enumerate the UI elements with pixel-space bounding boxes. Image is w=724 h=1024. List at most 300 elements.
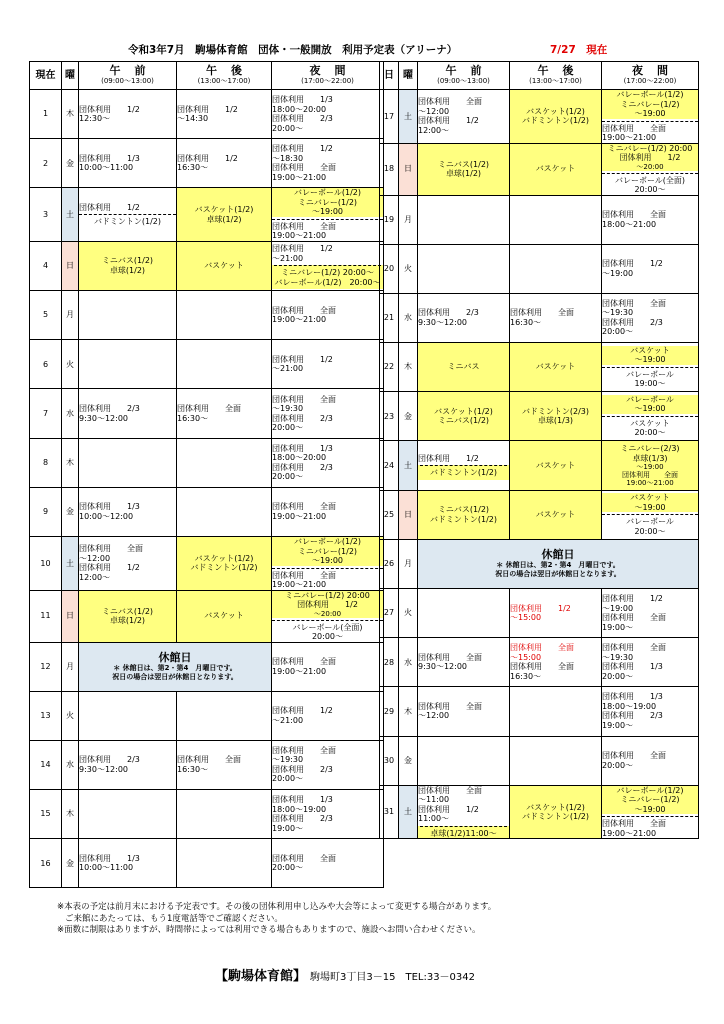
cell-sub-block bbox=[602, 173, 698, 195]
cell-line: ～12:00 bbox=[418, 711, 450, 721]
cell-line: 団体利用 1/2 bbox=[79, 563, 140, 573]
cell-sub-block bbox=[602, 367, 698, 389]
day-number: 19 bbox=[380, 195, 399, 244]
cell-line: 16:30～ bbox=[177, 413, 209, 423]
closed-day-notice bbox=[79, 642, 272, 691]
day-of-week: 木 bbox=[62, 90, 79, 139]
cell-line: 団体利用 1/2 bbox=[177, 104, 238, 114]
day-of-week: 土 bbox=[399, 785, 418, 839]
schedule-row bbox=[380, 195, 699, 244]
morning-cell bbox=[418, 244, 510, 293]
cell-line: 20:00～ bbox=[602, 327, 634, 337]
night-cell bbox=[602, 392, 699, 441]
cell-line: 団体利用 1/3 bbox=[272, 795, 333, 805]
cell-line: ～19:00 bbox=[311, 207, 344, 217]
facility-footer bbox=[215, 965, 475, 984]
cell-line: バレーボール(1/2) bbox=[294, 537, 361, 546]
cell-line: ミニバレー(2/3) bbox=[620, 444, 680, 454]
afternoon-cell bbox=[510, 293, 602, 342]
cell-line: 団体利用 1/3 bbox=[602, 692, 663, 702]
cell-line: バスケット(1/2) bbox=[526, 802, 585, 812]
cell-sub-block bbox=[272, 219, 383, 241]
cell-line: バレーボール(1/2) bbox=[616, 785, 684, 795]
cell-line: ～21:00 bbox=[272, 715, 304, 725]
afternoon-cell bbox=[177, 389, 272, 438]
cell-line: 団体利用 全面 bbox=[272, 657, 336, 667]
day-number: 27 bbox=[380, 589, 399, 638]
morning-cell bbox=[418, 589, 510, 638]
schedule-row bbox=[380, 143, 699, 195]
cell-line: ミニバス(1/2) bbox=[437, 416, 490, 426]
cell-line: 卓球(1/2)11:00～ bbox=[430, 828, 497, 838]
night-cell bbox=[272, 642, 384, 691]
cell-line: ミニバス(1/2) bbox=[101, 256, 154, 266]
cell-line: 20:00～ bbox=[272, 863, 304, 873]
cell-line: バドミントン(1/2) bbox=[430, 468, 497, 478]
schedule-row bbox=[380, 785, 699, 839]
day-of-week: 土 bbox=[399, 441, 418, 490]
cell-line: 16:30～ bbox=[177, 764, 209, 774]
day-of-week: 火 bbox=[399, 589, 418, 638]
cell-line: 団体利用 全面 bbox=[418, 652, 482, 662]
cell-line: 19:00～ bbox=[634, 379, 666, 389]
notes bbox=[57, 902, 496, 937]
morning-cell bbox=[79, 790, 177, 839]
cell-line: 団体利用 1/2 bbox=[418, 116, 479, 126]
cell-line: 団体利用 全面 bbox=[418, 97, 482, 107]
cell-line: 団体利用 1/2 bbox=[510, 603, 571, 613]
night-cell bbox=[272, 139, 384, 188]
cell-line: 19:00～ bbox=[272, 823, 304, 833]
cell-line: 19:00～ bbox=[602, 622, 634, 632]
cell-line: 団体利用 2/3 bbox=[602, 711, 663, 721]
night-cell bbox=[602, 244, 699, 293]
cell-line: 20:00～ bbox=[634, 185, 666, 194]
cell-line: 20:00～ bbox=[272, 472, 304, 482]
cell-line: バレーボール bbox=[626, 369, 674, 379]
cell-line: ～19:30 bbox=[602, 308, 634, 318]
schedule-row bbox=[30, 291, 384, 340]
night-cell bbox=[602, 441, 699, 490]
day-of-week: 金 bbox=[62, 839, 79, 888]
morning-cell bbox=[79, 537, 177, 591]
morning-cell bbox=[418, 785, 510, 839]
night-cell bbox=[602, 90, 699, 144]
day-number: 9 bbox=[30, 487, 62, 536]
cell-line: 団体利用 全面 bbox=[272, 305, 336, 315]
facility-name: 【駒場体育館】 bbox=[215, 969, 307, 984]
day-number: 5 bbox=[30, 291, 62, 340]
cell-line: ～12:00 bbox=[79, 553, 111, 563]
cell-line: ～19:00 bbox=[311, 556, 344, 565]
cell-sub-block bbox=[602, 514, 698, 536]
cell-line: 団体利用 2/3 bbox=[79, 404, 140, 414]
cell-line: 19:00～21:00 bbox=[272, 666, 327, 676]
night-cell bbox=[272, 241, 384, 290]
schedule-row bbox=[30, 691, 384, 740]
afternoon-cell bbox=[177, 188, 272, 242]
cell-line: 団体利用 2/3 bbox=[272, 814, 333, 824]
afternoon-cell bbox=[177, 291, 272, 340]
header-morning: 午前 (09:00～13:00) bbox=[79, 62, 177, 90]
cell-line: ～21:00 bbox=[272, 253, 304, 263]
day-number: 22 bbox=[380, 343, 399, 392]
cell-line: バスケット bbox=[204, 261, 244, 271]
cell-sub-block bbox=[602, 416, 698, 438]
cell-sub-block bbox=[272, 265, 384, 289]
cell-line: 16:30～ bbox=[510, 671, 542, 681]
morning-cell bbox=[418, 143, 510, 195]
cell-line: 団体利用 全面 bbox=[418, 785, 482, 795]
cell-line: 団体利用 2/3 bbox=[418, 308, 479, 318]
schedule-row bbox=[380, 441, 699, 490]
day-of-week: 日 bbox=[399, 490, 418, 539]
night-cell bbox=[272, 90, 384, 139]
morning-cell bbox=[79, 139, 177, 188]
cell-line: ミニバス(1/2) bbox=[437, 505, 490, 515]
cell-line: 18:00～19:00 bbox=[272, 804, 327, 814]
day-number: 7 bbox=[30, 389, 62, 438]
schedule-row bbox=[380, 539, 699, 588]
as-of-date: 7/27 現在 bbox=[550, 44, 608, 56]
cell-sub-block bbox=[602, 121, 698, 143]
cell-line: 19:00～21:00 bbox=[602, 828, 657, 838]
schedule-row bbox=[30, 389, 384, 438]
cell-line: 卓球(1/2) bbox=[109, 265, 146, 275]
cell-line: 団体利用 全面 bbox=[272, 163, 336, 173]
cell-line: バレーボール(1/2) bbox=[616, 90, 684, 99]
day-of-week: 月 bbox=[62, 291, 79, 340]
cell-line: バレーボール(1/2) 20:00～ bbox=[274, 277, 381, 287]
night-cell bbox=[602, 293, 699, 342]
afternoon-cell bbox=[177, 241, 272, 290]
cell-line: 19:00～21:00 bbox=[272, 511, 327, 521]
cell-line: 団体利用 全面 bbox=[602, 613, 666, 623]
afternoon-cell bbox=[510, 687, 602, 736]
cell-line: 団体利用 1/2 bbox=[79, 104, 140, 114]
schedule-row bbox=[380, 392, 699, 441]
cell-line: 団体利用 1/2 bbox=[272, 144, 333, 154]
day-number: 18 bbox=[380, 143, 399, 195]
afternoon-cell bbox=[510, 441, 602, 490]
schedule-row bbox=[30, 139, 384, 188]
cell-line: ～19:30 bbox=[602, 652, 634, 662]
morning-cell bbox=[418, 638, 510, 687]
cell-line: ～19:00 bbox=[634, 404, 666, 414]
cell-line: バドミントン(1/2) bbox=[190, 563, 258, 573]
night-cell bbox=[272, 790, 384, 839]
morning-cell bbox=[418, 293, 510, 342]
cell-line: 団体利用 1/2 bbox=[418, 453, 479, 463]
night-cell bbox=[272, 188, 384, 242]
morning-cell bbox=[79, 487, 177, 536]
day-number: 23 bbox=[380, 392, 399, 441]
cell-line: バスケット bbox=[535, 362, 576, 372]
afternoon-cell bbox=[510, 392, 602, 441]
cell-line: ミニバス(1/2) bbox=[437, 159, 490, 169]
afternoon-cell bbox=[177, 139, 272, 188]
day-number: 29 bbox=[380, 687, 399, 736]
cell-line: 19:00～21:00 bbox=[272, 315, 327, 325]
cell-line: 団体利用 1/2 bbox=[272, 354, 333, 364]
schedule-row bbox=[380, 736, 699, 785]
cell-sub-block bbox=[79, 214, 176, 227]
afternoon-cell bbox=[510, 343, 602, 392]
cell-line: 団体利用 1/3 bbox=[79, 153, 140, 163]
schedule-row bbox=[30, 340, 384, 389]
cell-line: バドミントン(1/2) bbox=[94, 217, 161, 227]
morning-cell bbox=[79, 740, 177, 789]
morning-cell bbox=[79, 90, 177, 139]
cell-line: ～19:00 bbox=[602, 268, 634, 278]
cell-line: 団体利用 全面 bbox=[177, 404, 241, 414]
night-cell bbox=[272, 291, 384, 340]
cell-line: ～19:30 bbox=[272, 404, 304, 414]
cell-line: ～19:00 bbox=[602, 603, 634, 613]
cell-line: ミニバレー(1/2) bbox=[620, 795, 680, 805]
night-cell bbox=[272, 537, 384, 591]
cell-line: 団体利用 全面 bbox=[272, 221, 336, 231]
note-line: ※本表の予定は前月末における予定表です。その後の団体利用申し込みや大会等によって変更する場合があります。 bbox=[57, 902, 497, 912]
day-number: 24 bbox=[380, 441, 399, 490]
cell-line: 団体利用 1/3 bbox=[602, 662, 663, 672]
cell-line: 団体利用 1/3 bbox=[272, 443, 333, 453]
schedule-row bbox=[380, 490, 699, 539]
cell-line: 団体利用 1/2 bbox=[619, 153, 681, 162]
day-of-week: 木 bbox=[62, 790, 79, 839]
cell-line: 10:00～12:00 bbox=[79, 511, 134, 521]
cell-line: ～15:00 bbox=[510, 652, 542, 662]
header-dow-2: 曜 bbox=[399, 62, 418, 90]
cell-line: 18:00～20:00 bbox=[272, 453, 327, 463]
morning-cell bbox=[79, 291, 177, 340]
schedule-row bbox=[380, 638, 699, 687]
night-cell bbox=[602, 589, 699, 638]
cell-sub-block bbox=[272, 620, 383, 642]
day-number: 2 bbox=[30, 139, 62, 188]
cell-line: 団体利用 1/2 bbox=[177, 153, 238, 163]
cell-line: 19:00～21:00 bbox=[272, 231, 327, 241]
cell-line: 団体利用 全面 bbox=[602, 298, 666, 308]
afternoon-cell bbox=[510, 589, 602, 638]
day-number: 4 bbox=[30, 241, 62, 290]
cell-line: バスケット bbox=[535, 509, 576, 519]
afternoon-cell bbox=[510, 143, 602, 195]
morning-cell bbox=[418, 736, 510, 785]
cell-sub-block bbox=[418, 465, 510, 480]
cell-line: 団体利用 全面 bbox=[79, 544, 143, 554]
cell-line: 団体利用 2/3 bbox=[272, 462, 333, 472]
cell-line: 団体利用 全面 bbox=[602, 819, 666, 829]
cell-line: バレーボール bbox=[626, 394, 674, 404]
day-number: 8 bbox=[30, 438, 62, 487]
schedule-row bbox=[30, 188, 384, 242]
cell-line: 団体利用 全面 bbox=[602, 751, 666, 761]
afternoon-cell bbox=[510, 244, 602, 293]
cell-line: 団体利用 1/2 bbox=[602, 259, 663, 269]
cell-line: ～19:00 bbox=[634, 355, 666, 365]
day-number: 26 bbox=[380, 539, 399, 588]
afternoon-cell bbox=[177, 691, 272, 740]
cell-line: 20:00～ bbox=[272, 774, 304, 784]
header-morning-2: 午前 (09:00～13:00) bbox=[418, 62, 510, 90]
night-cell bbox=[272, 590, 384, 642]
cell-line: バスケット(1/2) bbox=[194, 205, 254, 215]
cell-line: 団体利用 1/3 bbox=[272, 95, 333, 105]
day-number: 21 bbox=[380, 293, 399, 342]
afternoon-cell bbox=[177, 340, 272, 389]
cell-line: ミニバレー(1/2) 20:00 bbox=[607, 143, 693, 153]
cell-line: 団体利用 2/3 bbox=[602, 317, 663, 327]
night-cell bbox=[602, 638, 699, 687]
afternoon-cell bbox=[510, 195, 602, 244]
cell-line: 卓球(1/2) bbox=[445, 169, 482, 178]
night-cell bbox=[272, 340, 384, 389]
schedule-row bbox=[30, 839, 384, 888]
day-of-week: 金 bbox=[399, 392, 418, 441]
cell-line: ～19:00 bbox=[634, 502, 666, 512]
cell-line: 団体利用 2/3 bbox=[272, 114, 333, 124]
cell-line: ミニバレー(1/2) bbox=[297, 546, 358, 556]
note-line: ご来館にあたっては、もう1度電話等でご確認ください。 bbox=[65, 913, 283, 924]
afternoon-cell bbox=[177, 487, 272, 536]
cell-line: 10:00～11:00 bbox=[79, 863, 134, 873]
cell-line: 18:00～19:00 bbox=[602, 701, 657, 711]
cell-line: バスケット bbox=[204, 611, 244, 621]
cell-line: バレーボール(全面) bbox=[614, 175, 686, 185]
cell-line: ～18:30 bbox=[272, 153, 304, 163]
cell-line: 19:00～21:00 bbox=[272, 580, 327, 589]
morning-cell bbox=[79, 389, 177, 438]
night-cell bbox=[272, 691, 384, 740]
schedule-row bbox=[30, 438, 384, 487]
cell-line: バスケット bbox=[630, 418, 670, 428]
cell-line: 団体利用 全面 bbox=[272, 570, 336, 580]
day-of-week: 火 bbox=[399, 244, 418, 293]
day-number: 14 bbox=[30, 740, 62, 789]
cell-line: 9:30～12:00 bbox=[79, 764, 129, 774]
afternoon-cell bbox=[177, 590, 272, 642]
night-cell bbox=[272, 389, 384, 438]
cell-line: 20:00～ bbox=[634, 428, 666, 438]
cell-line: 団体利用 1/3 bbox=[79, 502, 140, 512]
afternoon-cell bbox=[177, 90, 272, 139]
header-afternoon-2: 午後 (13:00～17:00) bbox=[510, 62, 602, 90]
cell-line: 団体利用 全面 bbox=[602, 123, 666, 133]
closed-note1: ＊ 休館日は、第2・第4 月曜日です。 bbox=[113, 664, 237, 673]
schedule-row bbox=[30, 642, 384, 691]
afternoon-cell bbox=[177, 740, 272, 789]
cell-line: 団体利用 1/2 bbox=[79, 202, 140, 212]
cell-line: 20:00～ bbox=[602, 760, 634, 770]
cell-line: 19:00～21:00 bbox=[602, 133, 657, 142]
cell-line: 19:00～ bbox=[602, 720, 634, 730]
schedule-row bbox=[380, 589, 699, 638]
afternoon-cell bbox=[510, 638, 602, 687]
cell-line: バレーボール bbox=[626, 517, 674, 527]
afternoon-cell bbox=[177, 839, 272, 888]
cell-line: ミニバス bbox=[447, 362, 480, 372]
closed-note1: ＊ 休館日は、第2・第4 月曜日です。 bbox=[496, 561, 620, 570]
schedule-row bbox=[380, 244, 699, 293]
day-of-week: 火 bbox=[62, 340, 79, 389]
cell-line: ミニバス(1/2) bbox=[101, 606, 154, 616]
morning-cell bbox=[418, 195, 510, 244]
day-number: 10 bbox=[30, 537, 62, 591]
header-date-2: 日 bbox=[380, 62, 399, 90]
cell-line: 団体利用 1/2 bbox=[272, 244, 333, 254]
cell-line: 18:00～21:00 bbox=[602, 219, 657, 229]
night-cell bbox=[272, 839, 384, 888]
cell-line: ～19:30 bbox=[272, 755, 304, 765]
day-of-week: 土 bbox=[399, 90, 418, 144]
cell-line: 20:00～ bbox=[311, 632, 344, 641]
cell-line: ミニバレー(1/2) 20:00～ bbox=[281, 268, 374, 278]
schedule-row bbox=[380, 90, 699, 144]
day-number: 25 bbox=[380, 490, 399, 539]
cell-sub-block bbox=[272, 568, 383, 590]
cell-line: 団体利用 全面 bbox=[272, 394, 336, 404]
day-number: 16 bbox=[30, 839, 62, 888]
cell-line: 団体利用 全面 bbox=[272, 502, 336, 512]
cell-line: バドミントン(1/2) bbox=[522, 116, 589, 126]
cell-line: 20:00～ bbox=[272, 123, 304, 133]
cell-line: 団体利用 2/3 bbox=[272, 413, 333, 423]
day-number: 1 bbox=[30, 90, 62, 139]
cell-line: ～19:00 bbox=[634, 804, 666, 814]
day-of-week: 水 bbox=[399, 293, 418, 342]
schedule-table-left bbox=[29, 61, 384, 888]
morning-cell bbox=[418, 687, 510, 736]
header-night-2: 夜間 (17:00～22:00) bbox=[602, 62, 699, 90]
cell-line: バドミントン(1/2) bbox=[522, 812, 589, 821]
day-of-week: 月 bbox=[399, 539, 418, 588]
schedule-row bbox=[30, 90, 384, 139]
cell-line: バスケット bbox=[535, 460, 576, 470]
cell-line: バスケット(1/2) bbox=[526, 106, 585, 116]
cell-line: 団体利用 1/2 bbox=[297, 600, 358, 609]
cell-line: 団体利用 全面 bbox=[510, 662, 574, 672]
day-of-week: 金 bbox=[62, 487, 79, 536]
morning-cell bbox=[418, 392, 510, 441]
schedule-title: 令和3年7月 駒場体育館 団体・一般開放 利用予定表（アリーナ） bbox=[128, 44, 458, 56]
day-number: 3 bbox=[30, 188, 62, 242]
schedule-row bbox=[380, 687, 699, 736]
night-cell bbox=[602, 687, 699, 736]
day-number: 28 bbox=[380, 638, 399, 687]
day-of-week: 木 bbox=[399, 687, 418, 736]
afternoon-cell bbox=[510, 490, 602, 539]
cell-line: 団体利用 2/3 bbox=[272, 764, 333, 774]
cell-line: 20:00～ bbox=[272, 423, 304, 433]
cell-line: 12:00～ bbox=[79, 572, 111, 582]
header-dow: 曜 bbox=[62, 62, 79, 90]
day-of-week: 金 bbox=[62, 139, 79, 188]
cell-line: 20:00～ bbox=[634, 526, 666, 536]
day-number: 31 bbox=[380, 785, 399, 839]
cell-line: 団体利用 2/3 bbox=[79, 755, 140, 765]
day-of-week: 水 bbox=[62, 740, 79, 789]
morning-cell bbox=[79, 188, 177, 242]
night-cell bbox=[602, 785, 699, 839]
cell-line: バドミントン(2/3) bbox=[522, 406, 589, 416]
cell-line: 団体利用 全面 bbox=[510, 308, 574, 318]
night-cell bbox=[602, 736, 699, 785]
morning-cell bbox=[418, 441, 510, 490]
cell-line: 卓球(1/3) bbox=[632, 453, 668, 463]
day-of-week: 土 bbox=[62, 537, 79, 591]
facility-address: 駒場町3丁目3－15 TEL:33－0342 bbox=[310, 972, 476, 983]
